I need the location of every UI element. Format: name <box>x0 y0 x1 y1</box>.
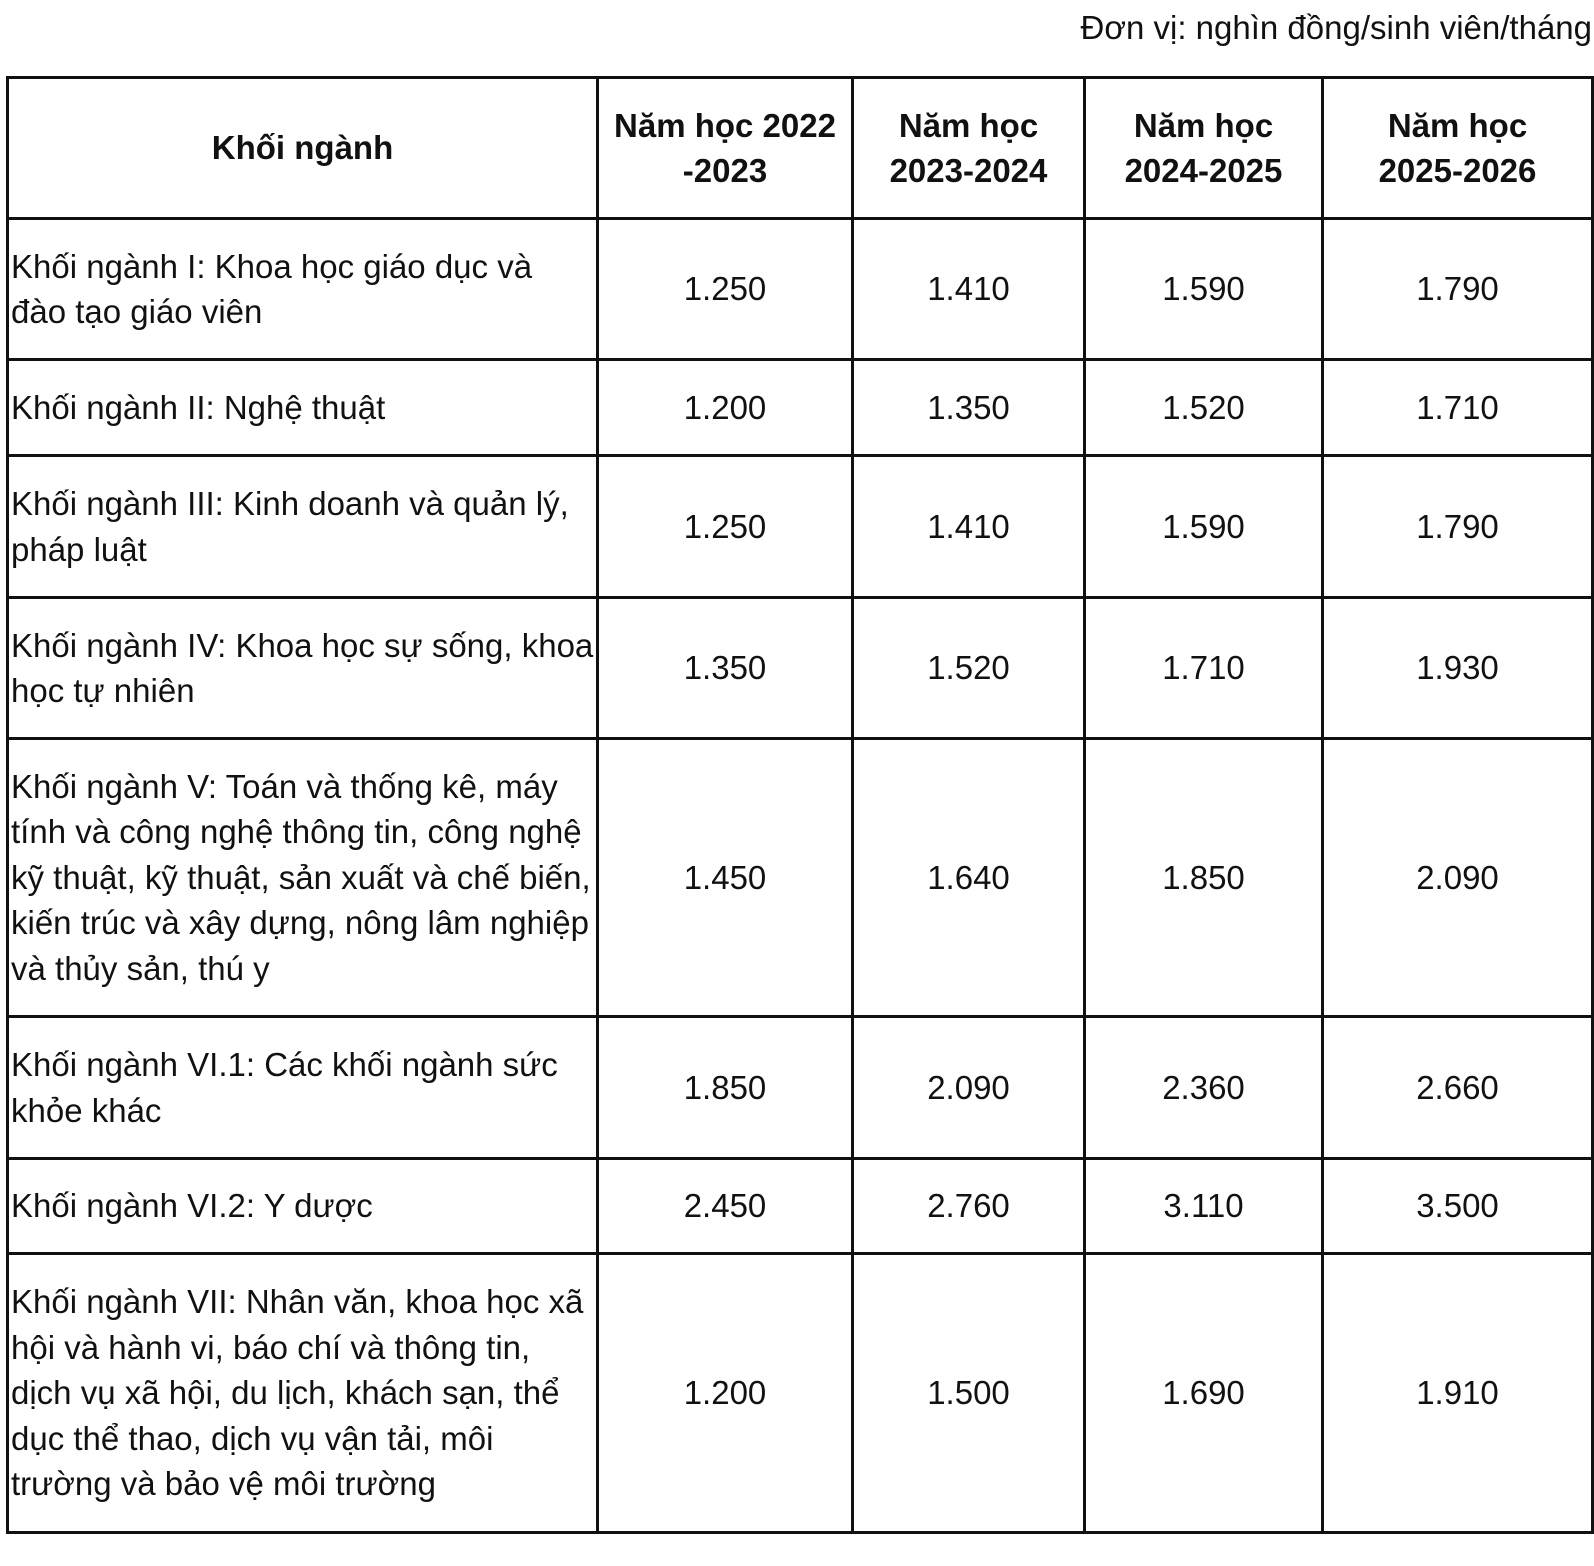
group-cell: Khối ngành VII: Nhân văn, khoa học xã hội và hành vi, báo chí và thông tin, dịch vụ xã hội, du lịch, khách sạn, thể dục thể thao, dịch vụ vận tải, môi trường và bảo vệ môi trường <box>8 1254 598 1533</box>
unit-note: Đơn vị: nghìn đồng/sinh viên/tháng <box>1080 9 1592 46</box>
value-cell: 2.450 <box>598 1159 853 1254</box>
value-cell: 1.710 <box>1085 598 1323 739</box>
value-cell: 2.360 <box>1085 1017 1323 1159</box>
group-cell: Khối ngành VI.1: Các khối ngành sức khỏe khác <box>8 1017 598 1159</box>
value-cell: 1.850 <box>598 1017 853 1159</box>
value-cell: 2.090 <box>1323 739 1593 1017</box>
value-cell: 1.410 <box>853 456 1085 598</box>
group-cell: Khối ngành I: Khoa học giáo dục và đào tạo giáo viên <box>8 219 598 360</box>
value-cell: 2.760 <box>853 1159 1085 1254</box>
group-cell: Khối ngành IV: Khoa học sự sống, khoa học tự nhiên <box>8 598 598 739</box>
table-row <box>8 1254 1593 1533</box>
header-year-2023-2024: Năm học 2023-2024 <box>853 78 1085 219</box>
value-cell: 1.910 <box>1323 1254 1593 1533</box>
group-cell: Khối ngành VI.2: Y dược <box>8 1159 598 1254</box>
table-row <box>8 1017 1593 1159</box>
table-row <box>8 360 1593 456</box>
value-cell: 1.520 <box>1085 360 1323 456</box>
value-cell: 1.350 <box>598 598 853 739</box>
header-group: Khối ngành <box>8 78 598 219</box>
value-cell: 3.500 <box>1323 1159 1593 1254</box>
value-cell: 1.640 <box>853 739 1085 1017</box>
value-cell: 1.710 <box>1323 360 1593 456</box>
value-cell: 1.690 <box>1085 1254 1323 1533</box>
table-row <box>8 456 1593 598</box>
header-year-2025-2026: Năm học 2025-2026 <box>1323 78 1593 219</box>
tuition-fee-table <box>6 76 1594 1534</box>
value-cell: 1.790 <box>1323 456 1593 598</box>
value-cell: 1.410 <box>853 219 1085 360</box>
value-cell: 1.520 <box>853 598 1085 739</box>
value-cell: 1.450 <box>598 739 853 1017</box>
value-cell: 1.850 <box>1085 739 1323 1017</box>
value-cell: 2.090 <box>853 1017 1085 1159</box>
group-cell: Khối ngành II: Nghệ thuật <box>8 360 598 456</box>
value-cell: 1.930 <box>1323 598 1593 739</box>
value-cell: 1.250 <box>598 456 853 598</box>
value-cell: 3.110 <box>1085 1159 1323 1254</box>
value-cell: 1.590 <box>1085 456 1323 598</box>
value-cell: 1.790 <box>1323 219 1593 360</box>
value-cell: 2.660 <box>1323 1017 1593 1159</box>
value-cell: 1.200 <box>598 360 853 456</box>
value-cell: 1.500 <box>853 1254 1085 1533</box>
value-cell: 1.590 <box>1085 219 1323 360</box>
table-row <box>8 219 1593 360</box>
header-year-2024-2025: Năm học 2024-2025 <box>1085 78 1323 219</box>
value-cell: 1.250 <box>598 219 853 360</box>
table-row <box>8 739 1593 1017</box>
group-cell: Khối ngành III: Kinh doanh và quản lý, pháp luật <box>8 456 598 598</box>
value-cell: 1.350 <box>853 360 1085 456</box>
table-row <box>8 598 1593 739</box>
table-header-row <box>8 78 1593 219</box>
header-year-2022-2023: Năm học 2022 -2023 <box>598 78 853 219</box>
value-cell: 1.200 <box>598 1254 853 1533</box>
table-row <box>8 1159 1593 1254</box>
group-cell: Khối ngành V: Toán và thống kê, máy tính và công nghệ thông tin, công nghệ kỹ thuật, kỹ thuật, sản xuất và chế biến, kiến trúc và xây dựng, nông lâm nghiệp và thủy sản, thú y <box>8 739 598 1017</box>
